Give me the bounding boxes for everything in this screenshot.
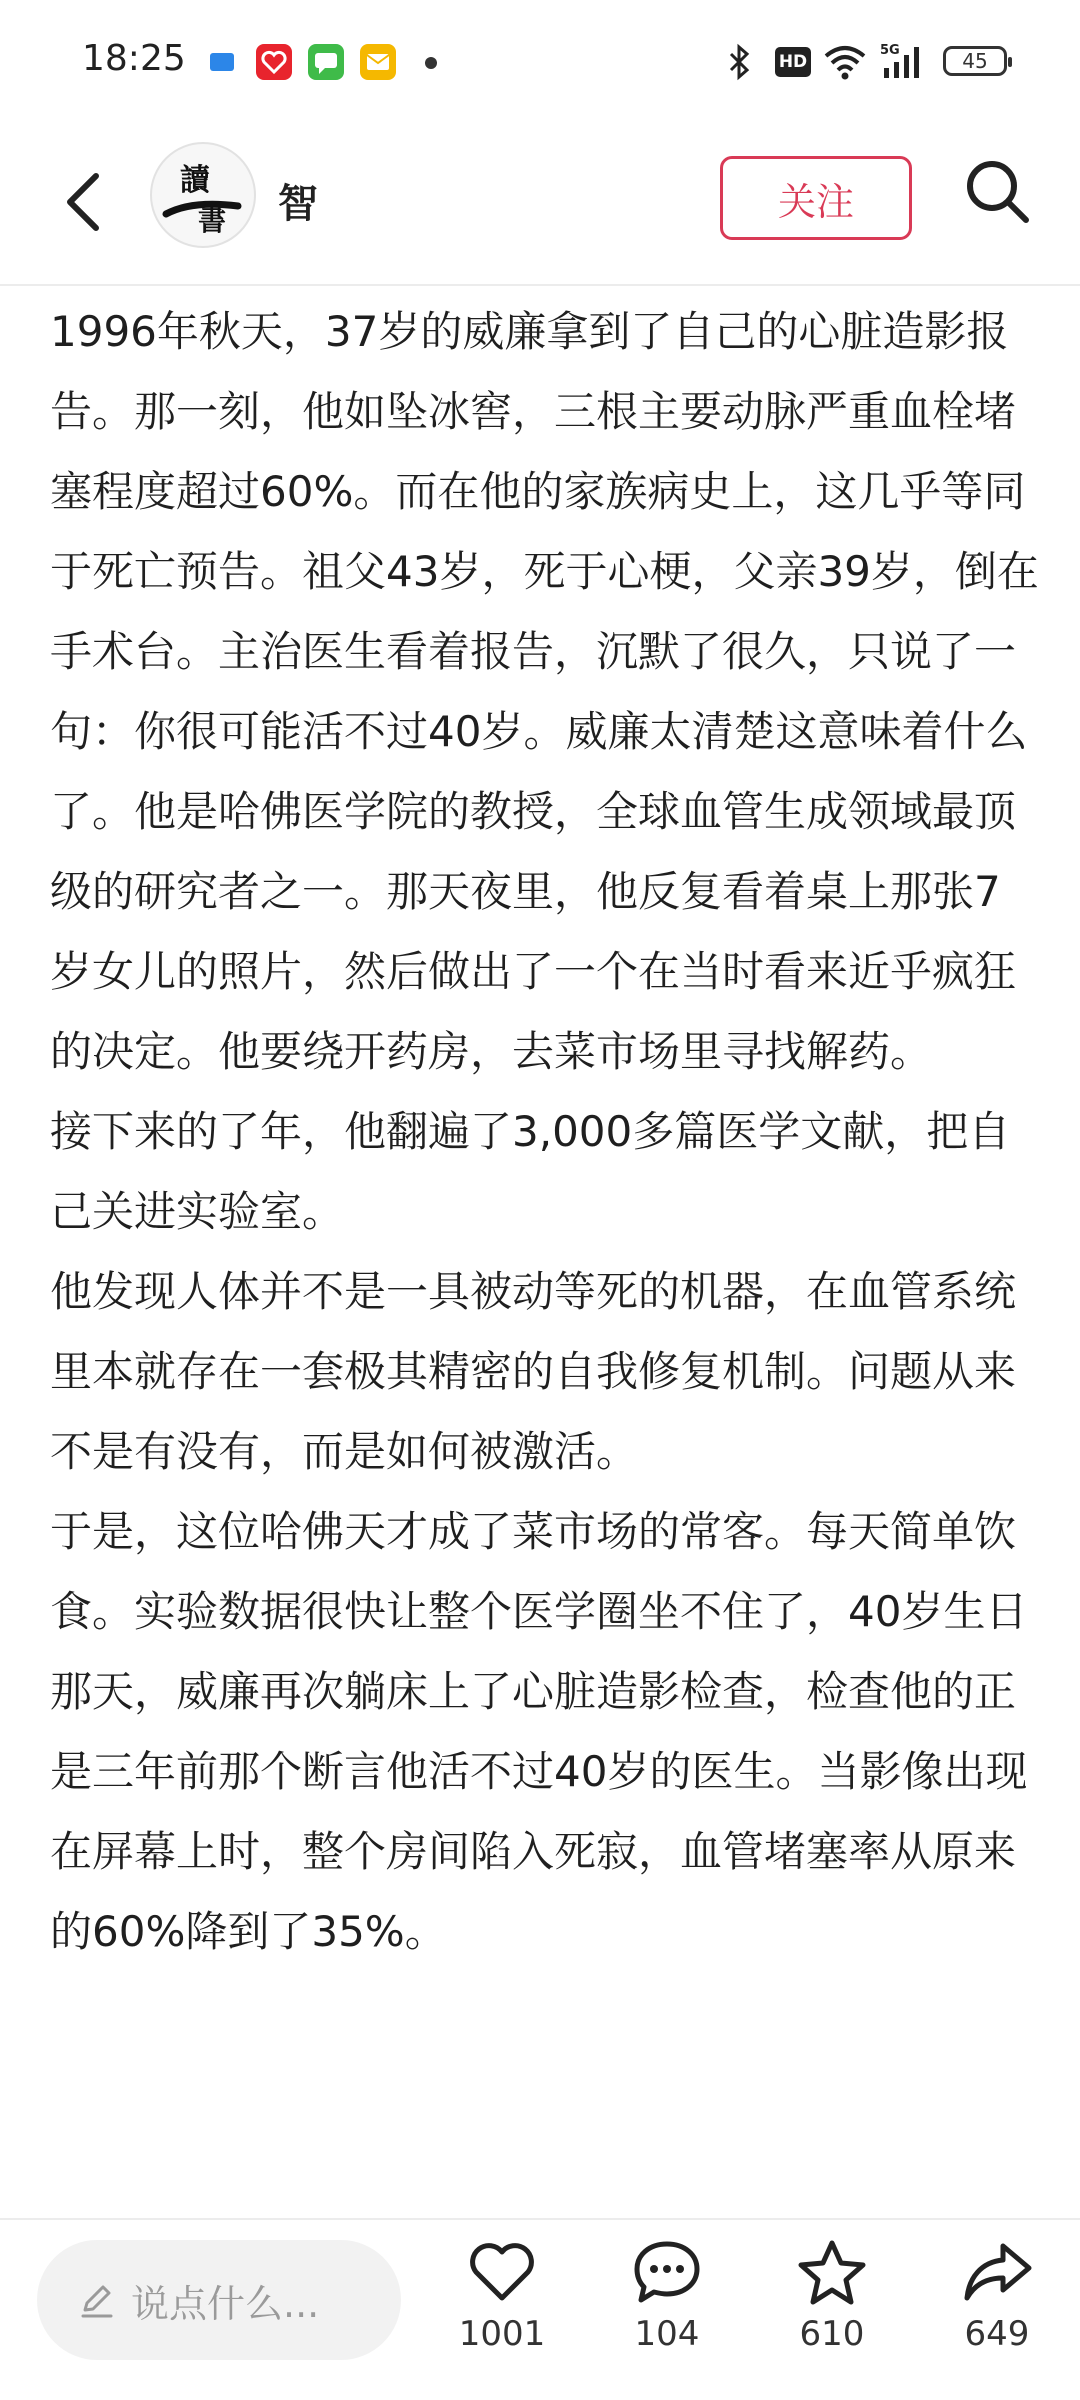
message-app-notification-icon — [308, 44, 344, 80]
cellular-signal-icon — [880, 42, 930, 82]
hd-voice-icon: HD — [775, 47, 811, 77]
heart-app-notification-icon — [256, 44, 292, 80]
article-paragraph: 他发现人体并不是一具被动等死的机器，在血管系统里本就存在一套极其精密的自我修复机制。问题从来不是有没有，而是如何被激活。 — [50, 1267, 1017, 1476]
svg-text:讀: 讀 — [180, 163, 210, 198]
comment-count: 104 — [634, 2314, 700, 2354]
status-time: 18:25 — [82, 38, 186, 79]
app-notification-icon — [210, 53, 234, 71]
comments-button[interactable] — [607, 2238, 727, 2354]
like-button[interactable] — [442, 2238, 562, 2354]
battery-indicator — [943, 46, 1007, 76]
network-type-label: 5G — [880, 43, 900, 58]
author-name[interactable]: 智 — [278, 181, 318, 227]
pencil-icon — [77, 2280, 117, 2320]
share-count: 649 — [964, 2314, 1030, 2354]
favorite-count: 610 — [799, 2314, 865, 2354]
heart-icon — [466, 2238, 538, 2306]
article-header — [0, 120, 1080, 286]
svg-text:書: 書 — [198, 204, 227, 237]
back-arrow-icon — [56, 166, 116, 238]
star-icon — [796, 2238, 868, 2306]
comment-bubble-icon — [631, 2238, 703, 2306]
bluetooth-icon — [725, 42, 753, 82]
wifi-icon — [822, 42, 868, 82]
article-paragraph: 于是，这位哈佛天才成了菜市场的常客。每天简单饮食。实验数据很快让整个医学圈坐不住了，40岁生日那天，威廉再次躺床上了心脏造影检查，检查他的正是三年前那个断言他活不过40岁的医生。当影像出现在屏幕上时，整个房间陷入死寂，血管堵塞率从原来的60%降到了35%。 — [50, 1507, 1028, 1956]
article-paragraph: 接下来的了年，他翻遍了3,000多篇医学文献，把自己关进实验室。 — [50, 1107, 1011, 1236]
search-icon — [960, 154, 1036, 230]
author-avatar[interactable] — [150, 142, 256, 248]
battery-level: 45 — [962, 49, 988, 73]
article-body — [50, 292, 1040, 1972]
like-count: 1001 — [458, 2314, 546, 2354]
mail-app-notification-icon — [360, 44, 396, 80]
more-notifications-dot — [425, 57, 437, 69]
follow-button[interactable]: 关注 — [720, 156, 912, 240]
article-paragraph: 1996年秋天，37岁的威廉拿到了自己的心脏造影报告。那一刻，他如坠冰窖，三根主要动脉严重血栓堵塞程度超过60%。而在他的家族病史上，这几乎等同于死亡预告。祖父43岁，死于心梗，父亲39岁，倒在手术台。主治医生看着报告，沉默了很久，只说了一句：你很可能活不过40岁。威廉太清楚这意味着什么了。他是哈佛医学院的教授，全球血管生成领域最顶级的研究者之一。那天夜里，他反复看着桌上那张7岁女儿的照片，然后做出了一个在当时看来近乎疯狂的决定。他要绕开药房，去菜市场里寻找解药。 — [50, 307, 1039, 1076]
bottom-action-bar — [0, 2218, 1080, 2400]
comment-input[interactable] — [37, 2240, 401, 2360]
back-button[interactable] — [56, 166, 116, 238]
share-arrow-icon — [961, 2238, 1033, 2306]
share-button[interactable] — [937, 2238, 1057, 2354]
status-bar — [0, 0, 1080, 120]
comment-placeholder: 说点什么... — [131, 2281, 320, 2326]
favorite-button[interactable] — [772, 2238, 892, 2354]
search-button[interactable] — [960, 154, 1036, 230]
